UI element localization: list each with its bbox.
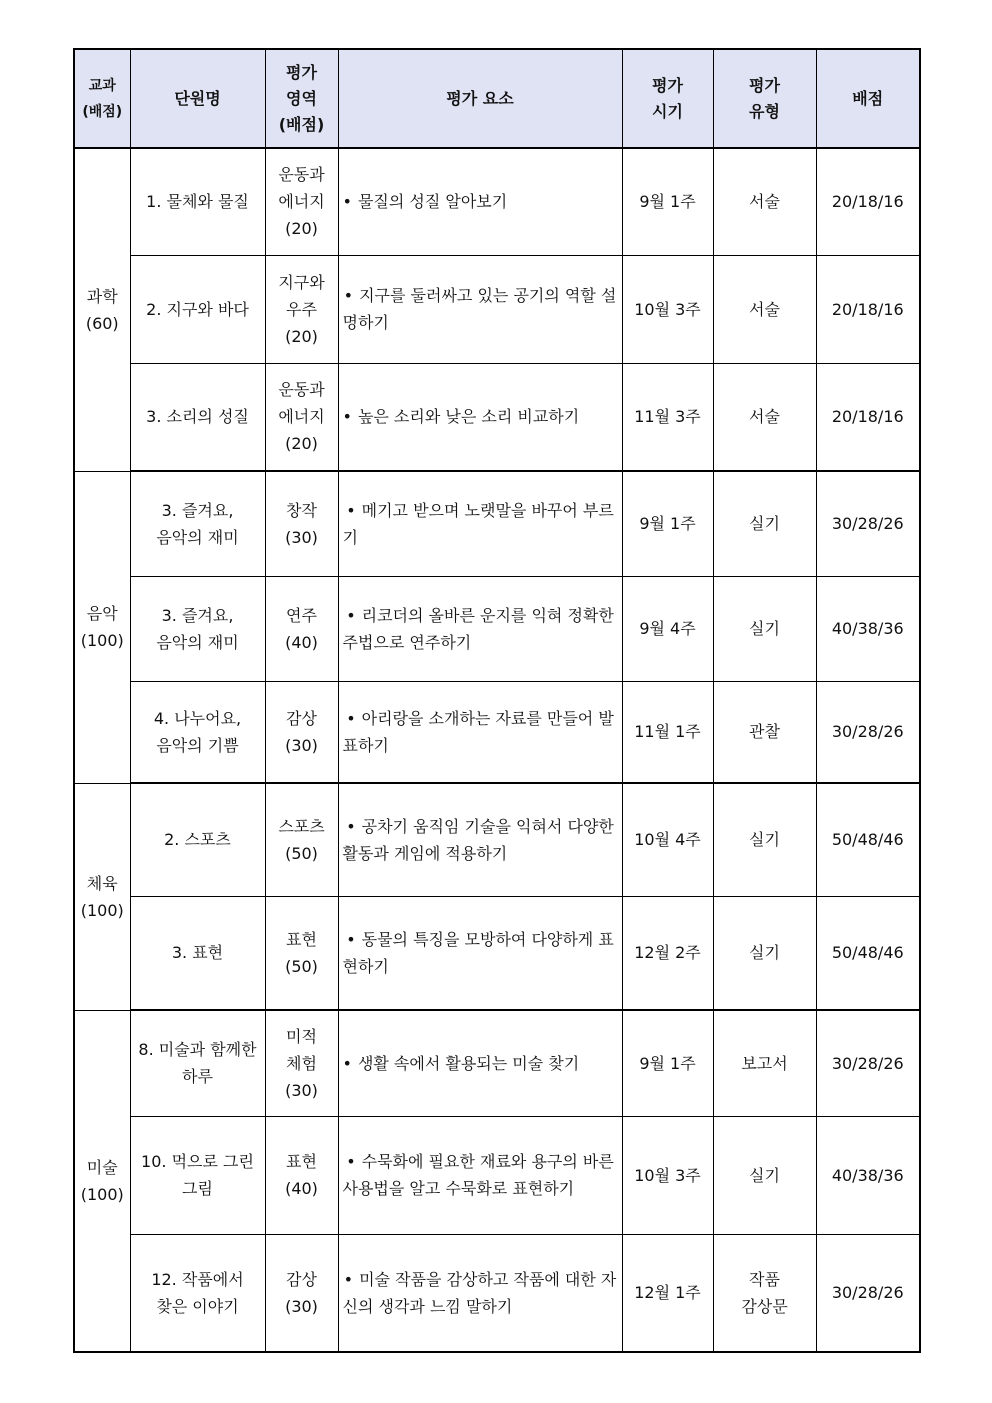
table-row [74, 576, 920, 681]
type-cell: 보고서 [713, 1010, 816, 1116]
area-cell: 표현 (50) [265, 896, 338, 1010]
element-text: 리코더의 올바른 운지를 익혀 정확한 주법으로 연주하기 [342, 605, 614, 652]
element-cell [338, 255, 622, 363]
score-cell: 30/28/26 [816, 471, 920, 576]
area-cell: 감상 (30) [265, 1234, 338, 1352]
element-text: 생활 속에서 활용되는 미술 찾기 [357, 1053, 580, 1073]
period-cell: 12월 2주 [622, 896, 713, 1010]
score-cell: 40/38/36 [816, 1116, 920, 1234]
table-row [74, 471, 920, 576]
header-score: 배점 [816, 49, 920, 148]
area-cell: 창작 (30) [265, 471, 338, 576]
header-unit: 단원명 [130, 49, 265, 148]
unit-cell: 1. 물체와 물질 [130, 148, 265, 255]
bullet-icon: • [342, 407, 352, 427]
table-body [74, 148, 920, 1352]
table-header-row [74, 49, 920, 148]
bullet-icon: • [346, 500, 356, 520]
area-cell: 감상 (30) [265, 681, 338, 783]
score-cell: 30/28/26 [816, 681, 920, 783]
score-cell: 20/18/16 [816, 363, 920, 471]
type-cell: 실기 [713, 783, 816, 896]
element-text: 메기고 받으며 노랫말을 바꾸어 부르기 [342, 500, 614, 547]
element-cell [338, 783, 622, 896]
type-cell: 서술 [713, 255, 816, 363]
period-cell: 9월 1주 [622, 471, 713, 576]
type-cell: 실기 [713, 471, 816, 576]
table-row [74, 363, 920, 471]
unit-cell: 4. 나누어요, 음악의 기쁨 [130, 681, 265, 783]
period-cell: 11월 1주 [622, 681, 713, 783]
subject-cell: 과학 (60) [74, 148, 130, 471]
bullet-icon: • [343, 1269, 354, 1289]
table-row [74, 1116, 920, 1234]
area-cell: 운동과 에너지 (20) [265, 363, 338, 471]
unit-cell: 2. 지구와 바다 [130, 255, 265, 363]
unit-cell: 3. 표현 [130, 896, 265, 1010]
period-cell: 11월 3주 [622, 363, 713, 471]
table-row [74, 148, 920, 255]
element-text: 높은 소리와 낮은 소리 비교하기 [357, 407, 580, 427]
header-period: 평가 시기 [622, 49, 713, 148]
subject-cell: 미술 (100) [74, 1010, 130, 1352]
table-row [74, 783, 920, 896]
score-cell: 30/28/26 [816, 1010, 920, 1116]
element-text: 지구를 둘러싸고 있는 공기의 역할 설명하기 [342, 286, 617, 332]
element-cell [338, 896, 622, 1010]
header-area: 평가 영역 (배점) [265, 49, 338, 148]
unit-cell: 3. 즐겨요, 음악의 재미 [130, 471, 265, 576]
table-row [74, 896, 920, 1010]
unit-cell: 3. 즐겨요, 음악의 재미 [130, 576, 265, 681]
type-cell: 작품 감상문 [713, 1234, 816, 1352]
table-row [74, 681, 920, 783]
period-cell: 12월 1주 [622, 1234, 713, 1352]
score-cell: 50/48/46 [816, 896, 920, 1010]
element-text: 미술 작품을 감상하고 작품에 대한 자신의 생각과 느낌 말하기 [342, 1269, 617, 1316]
element-text: 동물의 특징을 모방하여 다양하게 표현하기 [342, 929, 614, 976]
type-cell: 서술 [713, 148, 816, 255]
bullet-icon: • [342, 1053, 352, 1073]
table-row [74, 1010, 920, 1116]
period-cell: 9월 1주 [622, 1010, 713, 1116]
subject-cell: 체육 (100) [74, 783, 130, 1010]
area-cell: 표현 (40) [265, 1116, 338, 1234]
element-text: 아리랑을 소개하는 자료를 만들어 발표하기 [342, 708, 614, 755]
header-element: 평가 요소 [338, 49, 622, 148]
bullet-icon: • [346, 929, 356, 949]
header-type: 평가 유형 [713, 49, 816, 148]
period-cell: 10월 3주 [622, 255, 713, 363]
bullet-icon: • [342, 192, 352, 212]
unit-cell: 8. 미술과 함께한 하루 [130, 1010, 265, 1116]
element-cell [338, 1010, 622, 1116]
bullet-icon: • [343, 286, 354, 305]
element-text: 수묵화에 필요한 재료와 용구의 바른 사용법을 알고 수묵화로 표현하기 [342, 1152, 614, 1198]
element-cell [338, 148, 622, 255]
unit-cell: 10. 먹으로 그린 그림 [130, 1116, 265, 1234]
unit-cell: 2. 스포츠 [130, 783, 265, 896]
element-text: 물질의 성질 알아보기 [357, 192, 508, 212]
type-cell: 실기 [713, 1116, 816, 1234]
unit-cell: 3. 소리의 성질 [130, 363, 265, 471]
score-cell: 30/28/26 [816, 1234, 920, 1352]
period-cell: 10월 4주 [622, 783, 713, 896]
period-cell: 9월 1주 [622, 148, 713, 255]
area-cell: 미적 체험 (30) [265, 1010, 338, 1116]
bullet-icon: • [346, 605, 356, 625]
area-cell: 스포츠 (50) [265, 783, 338, 896]
bullet-icon: • [346, 708, 356, 728]
area-cell: 연주 (40) [265, 576, 338, 681]
area-cell: 지구와 우주 (20) [265, 255, 338, 363]
table-row [74, 1234, 920, 1352]
score-cell: 20/18/16 [816, 255, 920, 363]
subject-cell: 음악 (100) [74, 471, 130, 783]
table-row [74, 255, 920, 363]
element-cell [338, 363, 622, 471]
header-subject: 교과 (배점) [74, 49, 130, 148]
score-cell: 50/48/46 [816, 783, 920, 896]
period-cell: 9월 4주 [622, 576, 713, 681]
score-cell: 40/38/36 [816, 576, 920, 681]
area-cell: 운동과 에너지 (20) [265, 148, 338, 255]
type-cell: 실기 [713, 896, 816, 1010]
element-cell [338, 681, 622, 783]
score-cell: 20/18/16 [816, 148, 920, 255]
type-cell: 관찰 [713, 681, 816, 783]
evaluation-plan-table [73, 48, 921, 1353]
bullet-icon: • [346, 816, 356, 836]
element-cell [338, 576, 622, 681]
period-cell: 10월 3주 [622, 1116, 713, 1234]
element-cell [338, 1116, 622, 1234]
element-cell [338, 471, 622, 576]
type-cell: 실기 [713, 576, 816, 681]
unit-cell: 12. 작품에서 찾은 이야기 [130, 1234, 265, 1352]
element-text: 공차기 움직임 기술을 익혀서 다양한 활동과 게임에 적용하기 [342, 816, 614, 863]
element-cell [338, 1234, 622, 1352]
bullet-icon: • [346, 1152, 356, 1171]
type-cell: 서술 [713, 363, 816, 471]
